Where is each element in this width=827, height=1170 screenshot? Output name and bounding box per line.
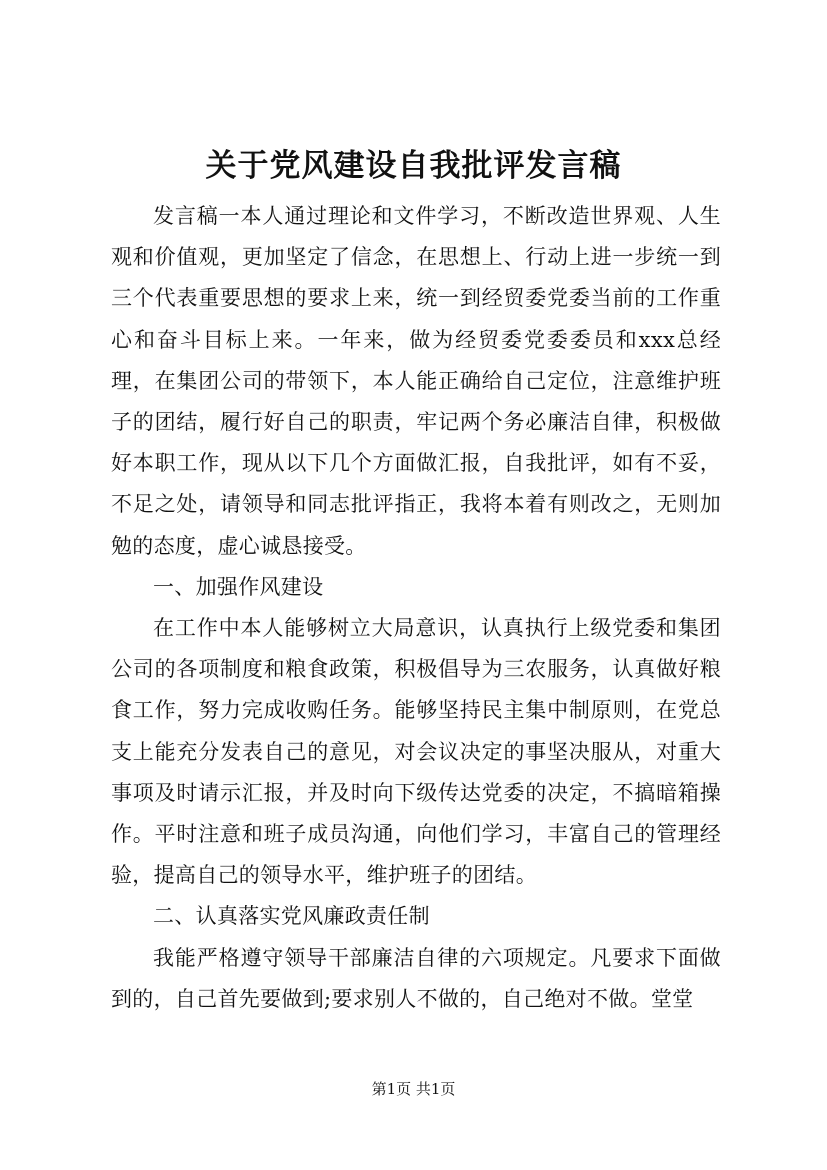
intro-paragraph: 发言稿一本人通过理论和文件学习，不断改造世界观、人生观和价值观，更加坚定了信念，在思想上、行动上进一步统一到三个代表重要思想的要求上来，统一到经贸委党委当前的工作重心和奋斗目标上来。一年来，做为经贸委党委委员和xxx总经理，在集团公司的带领下，本人能正确给自己定位，注意维护班子的团结，履行好自己的职责，牢记两个务必廉洁自律，积极做好本职工作，现从以下几个方面做汇报，自我批评，如有不妥，不足之处，请领导和同志批评指正，我将本着有则改之，无则加勉的态度，虚心诚恳接受。 xyxy=(111,204,721,558)
section-1-paragraph: 在工作中本人能够树立大局意识，认真执行上级党委和集团公司的各项制度和粮食政策，积极倡导为三农服务，认真做好粮食工作，努力完成收购任务。能够坚持民主集中制原则，在党总支上能充分发表自己的意见，对会议决定的事坚决服从，对重大事项及时请示汇报，并及时向下级传达党委的决定，不搞暗箱操作。平时注意和班子成员沟通，向他们学习，丰富自己的管理经验，提高自己的领导水平，维护班子的团结。 xyxy=(111,616,721,888)
document-body xyxy=(111,196,721,1020)
section-heading-1: 一、加强作风建设 xyxy=(153,574,324,599)
page-footer: 第1页 共1页 xyxy=(371,1080,456,1098)
document-title: 关于党风建设自我批评发言稿 xyxy=(205,148,622,184)
section-heading-2: 二、认真落实党风廉政责任制 xyxy=(153,904,430,929)
section-2-paragraph: 我能严格遵守领导干部廉洁自律的六项规定。凡要求下面做到的，自己首先要做到;要求别人不做的，自己绝对不做。堂堂 xyxy=(111,945,721,1011)
